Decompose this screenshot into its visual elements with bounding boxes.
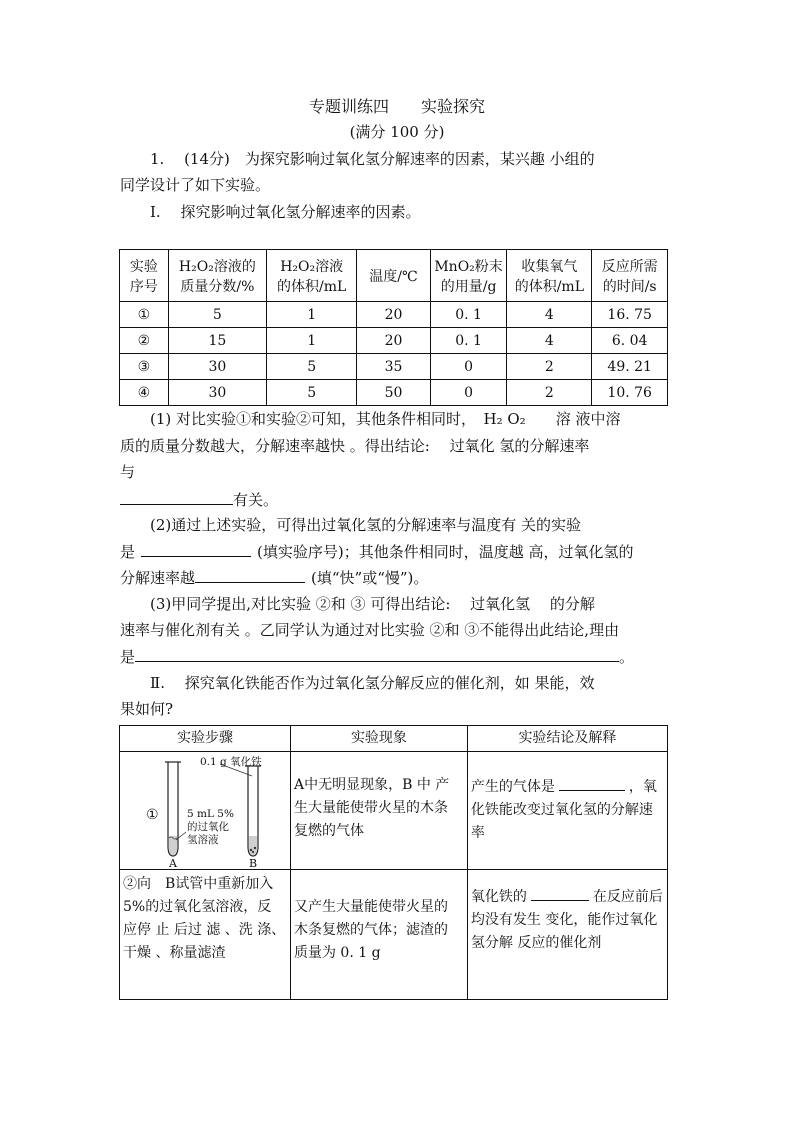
table1-cell: 0: [430, 380, 507, 406]
para1-line2: 质的质量分数越大，分解速率越快 。得出结论: 过氧化 氢的分解速率: [120, 437, 590, 455]
table1-cell: 30: [168, 380, 266, 406]
phenomenon-cell: 又产生大量能使带火星的 木条复燃的气体；滤渣的 质量为 0. 1 g: [290, 870, 467, 1000]
figure-label-solution: 5 mL 5%: [187, 808, 234, 820]
para3-line3: 是 。: [120, 645, 634, 668]
table1-cell: 20: [357, 328, 431, 354]
para1-line1: (1) 对比实验①和实验②可知，其他条件相同时， H₂ O₂ 溶 液中溶: [150, 410, 621, 428]
table1-header-cell: 实验 序号: [120, 250, 169, 302]
table1-cell: 5: [168, 302, 266, 328]
table1-cell: 1: [267, 302, 357, 328]
table1-cell: 20: [357, 302, 431, 328]
table1-cell: 5: [267, 380, 357, 406]
table1-cell: 6. 04: [592, 328, 668, 354]
conclusion-cell: 产生的气体是 ，氧化铁能改变过氧化氢的分解速率: [467, 752, 667, 870]
part2-line2: 果如何?: [120, 700, 174, 718]
table1-cell: 4: [507, 302, 592, 328]
para1-line3: 与: [120, 463, 136, 481]
para1-line4: 有关。: [120, 488, 278, 511]
table1-cell: 35: [357, 354, 431, 380]
figure-label-solution: 的过氧化: [187, 821, 229, 833]
table1-row: [120, 328, 668, 354]
table1-cell: 30: [168, 354, 266, 380]
step-number: ①: [146, 807, 159, 823]
para3-line2: 速率与催化剂有关 。乙同学认为通过对比实验 ②和 ③不能得出此结论,理由: [120, 621, 620, 639]
table1-cell: ①: [120, 302, 169, 328]
answer-blank[interactable]: [559, 774, 625, 791]
table1-cell: 5: [267, 354, 357, 380]
table1-cell: 2: [507, 380, 592, 406]
answer-blank[interactable]: [135, 645, 619, 662]
para2-line2: 是 (填实验序号)；其他条件相同时，温度越 高，过氧化氢的: [120, 540, 634, 563]
test-tube-b-icon: [245, 766, 261, 856]
answer-blank[interactable]: [141, 540, 251, 557]
table2-header-cell: 实验结论及解释: [467, 726, 667, 752]
q1-intro-line1: 1. (14分) 为探究影响过氧化氢分解速率的因素，某兴趣 小组的: [150, 150, 595, 168]
page-subtitle: (满分 100 分): [349, 123, 445, 141]
table1-header-cell: 温度/℃: [357, 250, 431, 302]
table2-header-cell: 实验现象: [290, 726, 467, 752]
table1-cell: 16. 75: [592, 302, 668, 328]
table2-header-row: [120, 726, 668, 752]
figure-label-iron-oxide: 0.1 g 氧化铁: [200, 756, 262, 768]
experiment-table-1: [119, 249, 668, 406]
conclusion-cell: 氧化铁的 在反应前后均没有发生 变化，能作过氧化氢分解 反应的催化剂: [467, 870, 667, 1000]
table1-row: [120, 354, 668, 380]
answer-blank[interactable]: [120, 488, 233, 505]
table1-cell: 1: [267, 328, 357, 354]
q1-intro-line2: 同学设计了如下实验。: [120, 176, 271, 194]
table2-row: [120, 752, 668, 870]
answer-blank[interactable]: [531, 884, 589, 901]
page-title: 专题训练四 实验探究: [308, 97, 485, 116]
table1-header-cell: 收集氧气 的体积/mL: [507, 250, 592, 302]
table1-row: [120, 380, 668, 406]
table1-header-cell: 反应所需 的时间/s: [592, 250, 668, 302]
table1-cell: 0. 1: [430, 328, 507, 354]
para3-line1: (3)甲同学提出,对比实验 ②和 ③ 可得出结论: 过氧化氢 的分解: [150, 595, 595, 613]
table1-cell: 10. 76: [592, 380, 668, 406]
table1-cell: 0: [430, 354, 507, 380]
table2-header-cell: 实验步骤: [120, 726, 291, 752]
phenomenon-cell: A中无明显现象，B 中 产 生大量能使带火星的木条 复燃的气体: [290, 752, 467, 870]
table1-header-row: [120, 250, 668, 302]
para2-line1: (2)通过上述实验，可得出过氧化氢的分解速率与温度有 关的实验: [150, 516, 582, 534]
para2-line3: 分解速率越 (填“快”或“慢”)。: [120, 566, 428, 589]
figure-label-solution: 氢溶液: [187, 834, 219, 846]
answer-blank[interactable]: [195, 566, 305, 583]
table1-cell: 15: [168, 328, 266, 354]
q1-part1-heading: Ⅰ. 探究影响过氧化氢分解速率的因素。: [150, 203, 421, 221]
test-tube-a-icon: [165, 762, 181, 856]
step-cell: ②向 B试管中重新加入 5%的过氧化氢溶液，反 应停 止 后过 滤 、洗 涤、 干燥 、称量滤渣: [120, 870, 291, 1000]
table1-header-cell: MnO₂粉末 的用量/g: [430, 250, 507, 302]
table1-cell: ④: [120, 380, 169, 406]
table1-cell: 49. 21: [592, 354, 668, 380]
experiment-table-2: [119, 725, 668, 1000]
table1-cell: 2: [507, 354, 592, 380]
table1-header-cell: H₂O₂溶液的 质量分数/%: [168, 250, 266, 302]
test-tube-apparatus-figure: [120, 752, 288, 868]
table1-cell: ③: [120, 354, 169, 380]
table1-cell: 4: [507, 328, 592, 354]
table1-row: [120, 302, 668, 328]
table1-header-cell: H₂O₂溶液 的体积/mL: [267, 250, 357, 302]
table1-cell: ②: [120, 328, 169, 354]
table1-cell: 50: [357, 380, 431, 406]
part2-line1: Ⅱ. 探究氧化铁能否作为过氧化氢分解反应的催化剂，如 果能，效: [150, 674, 595, 692]
tube-label-b: B: [249, 857, 258, 868]
table1-cell: 0. 1: [430, 302, 507, 328]
table2-row: [120, 870, 668, 1000]
tube-label-a: A: [169, 857, 177, 868]
apparatus-cell: [120, 752, 291, 870]
